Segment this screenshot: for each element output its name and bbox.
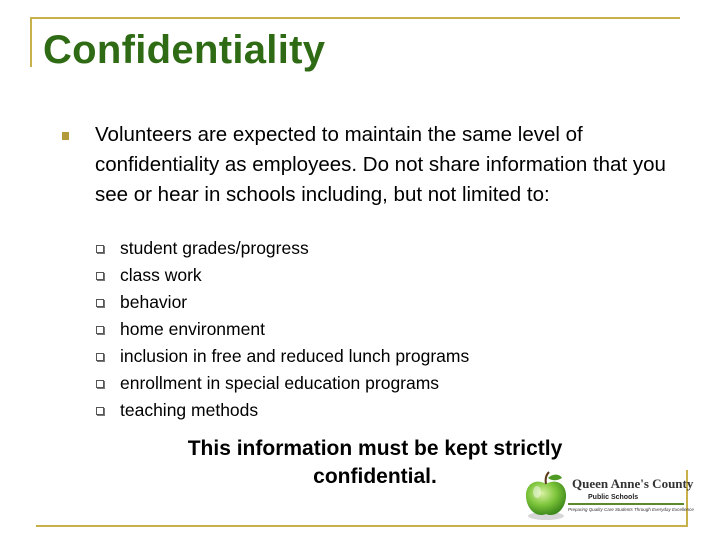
checkbox-bullet-icon [96,272,104,280]
slide-title: Confidentiality [43,28,326,72]
closing-statement: This information must be kept strictly confidential. [187,437,563,488]
checkbox-bullet-icon [96,407,104,415]
list-item-text: class work [120,265,202,285]
list-item [96,343,469,370]
sub-bullet-list [96,235,469,424]
checkbox-bullet-icon [96,326,104,334]
list-item-text: teaching methods [120,400,259,420]
checkbox-bullet-icon [96,245,104,253]
list-item [96,262,469,289]
logo-tagline: Preparing Quality Care Students Through Everyday Excellence [568,507,694,512]
checkbox-bullet-icon [96,353,104,361]
green-apple-icon [520,470,572,522]
list-item [96,397,469,424]
checkbox-bullet-icon [96,380,104,388]
square-bullet-icon [62,132,69,140]
list-item-text: home environment [120,319,265,339]
checkbox-bullet-icon [96,299,104,307]
frame-line-bottom [36,525,686,527]
list-item-text: student grades/progress [120,238,309,258]
logo-subtitle: Public Schools [588,494,639,501]
frame-line-top [30,17,680,19]
main-paragraph: Volunteers are expected to maintain the same level of confidentiality as employees. Do not share information that you see or hear in schools including, but not limited to: [95,123,666,206]
list-item [96,316,469,343]
logo-name: Queen Anne's County [572,476,694,491]
logo-divider [568,503,684,505]
list-item [96,370,469,397]
list-item [96,235,469,262]
school-logo [520,470,694,520]
list-item [96,289,469,316]
list-item-text: enrollment in special education programs [120,373,440,393]
list-item-text: behavior [120,292,188,312]
frame-line-left [30,17,32,67]
list-item-text: inclusion in free and reduced lunch programs [120,346,470,366]
